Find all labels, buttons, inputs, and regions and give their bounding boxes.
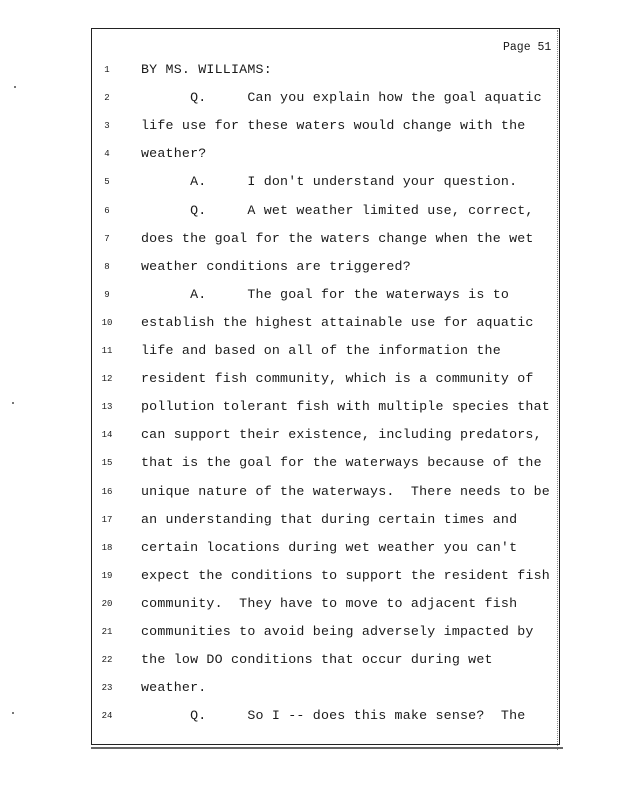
line-number: 12 <box>101 374 113 385</box>
line-number: 9 <box>104 289 110 300</box>
transcript-line <box>0 259 560 279</box>
transcript-line <box>0 231 560 251</box>
transcript-line <box>0 399 560 419</box>
line-number: 11 <box>101 346 113 356</box>
line-text: Q. So I -- does this make sense? The <box>141 708 526 724</box>
line-text: Q. A wet weather limited use, correct, <box>141 202 534 218</box>
transcript-line <box>0 624 560 644</box>
line-text: that is the goal for the waterways because of the <box>141 455 542 471</box>
transcript-line <box>0 540 560 560</box>
line-number: 22 <box>101 655 113 666</box>
line-number: 8 <box>104 261 110 272</box>
transcript-line <box>0 315 560 335</box>
transcript-line <box>0 455 560 475</box>
line-number: 20 <box>101 598 113 609</box>
line-text: BY MS. WILLIAMS: <box>141 62 272 77</box>
line-number: 10 <box>101 317 113 328</box>
line-text: resident fish community, which is a community of <box>141 371 534 387</box>
line-text: expect the conditions to support the resident fish <box>141 567 550 583</box>
transcript-line <box>0 90 560 110</box>
transcript-line <box>0 484 560 504</box>
transcript-line <box>0 652 560 672</box>
line-number: 2 <box>104 93 110 104</box>
transcript-line <box>0 512 560 532</box>
line-number: 21 <box>101 627 113 637</box>
transcript-line <box>0 568 560 588</box>
line-number: 6 <box>104 205 110 216</box>
line-text: communities to avoid being adversely impacted by <box>141 624 534 639</box>
transcript-line <box>0 62 560 82</box>
transcript-line <box>0 146 560 166</box>
line-text: A. The goal for the waterways is to <box>141 286 510 302</box>
line-number: 7 <box>104 233 110 244</box>
line-number: 4 <box>104 149 110 160</box>
line-text: life use for these waters would change with the <box>141 118 526 134</box>
line-number: 18 <box>101 542 113 553</box>
line-text: unique nature of the waterways. There needs to be <box>141 483 550 499</box>
line-text: does the goal for the waters change when the wet <box>141 230 534 246</box>
line-text: weather conditions are triggered? <box>141 258 411 274</box>
line-text: Q. Can you explain how the goal aquatic <box>141 90 542 106</box>
transcript-line <box>0 203 560 223</box>
page-bottom-edge <box>91 744 563 749</box>
line-text: an understanding that during certain times and <box>141 511 518 527</box>
line-number: 14 <box>101 430 113 441</box>
transcript-line <box>0 174 560 194</box>
line-text: the low DO conditions that occur during wet <box>141 652 493 668</box>
line-text: community. They have to move to adjacent fish <box>141 595 518 611</box>
transcript-line <box>0 287 560 307</box>
scan-speck <box>14 86 16 88</box>
line-text: life and based on all of the information the <box>141 343 501 358</box>
line-text: weather. <box>141 680 207 696</box>
transcript-line <box>0 680 560 700</box>
page-number: Page 51 <box>503 41 552 54</box>
transcript-line <box>0 343 560 363</box>
line-number: 19 <box>101 570 113 581</box>
line-number: 16 <box>101 486 113 497</box>
transcript-line <box>0 596 560 616</box>
line-text: pollution tolerant fish with multiple species that <box>141 399 550 415</box>
line-text: A. I don't understand your question. <box>141 174 518 190</box>
line-text: can support their existence, including predators, <box>141 427 542 443</box>
transcript-line <box>0 427 560 447</box>
transcript-line <box>0 708 560 728</box>
line-number: 17 <box>101 514 113 525</box>
transcript-line <box>0 118 560 138</box>
line-text: establish the highest attainable use for aquatic <box>141 314 534 330</box>
line-text: weather? <box>141 146 207 162</box>
line-number: 3 <box>104 121 110 132</box>
line-number: 15 <box>101 458 113 469</box>
line-number: 24 <box>101 711 113 722</box>
line-number: 1 <box>104 65 110 75</box>
line-number: 23 <box>101 683 113 694</box>
line-number: 5 <box>104 177 110 188</box>
line-text: certain locations during wet weather you can't <box>141 539 518 555</box>
line-number: 13 <box>101 402 113 413</box>
transcript-line <box>0 371 560 391</box>
